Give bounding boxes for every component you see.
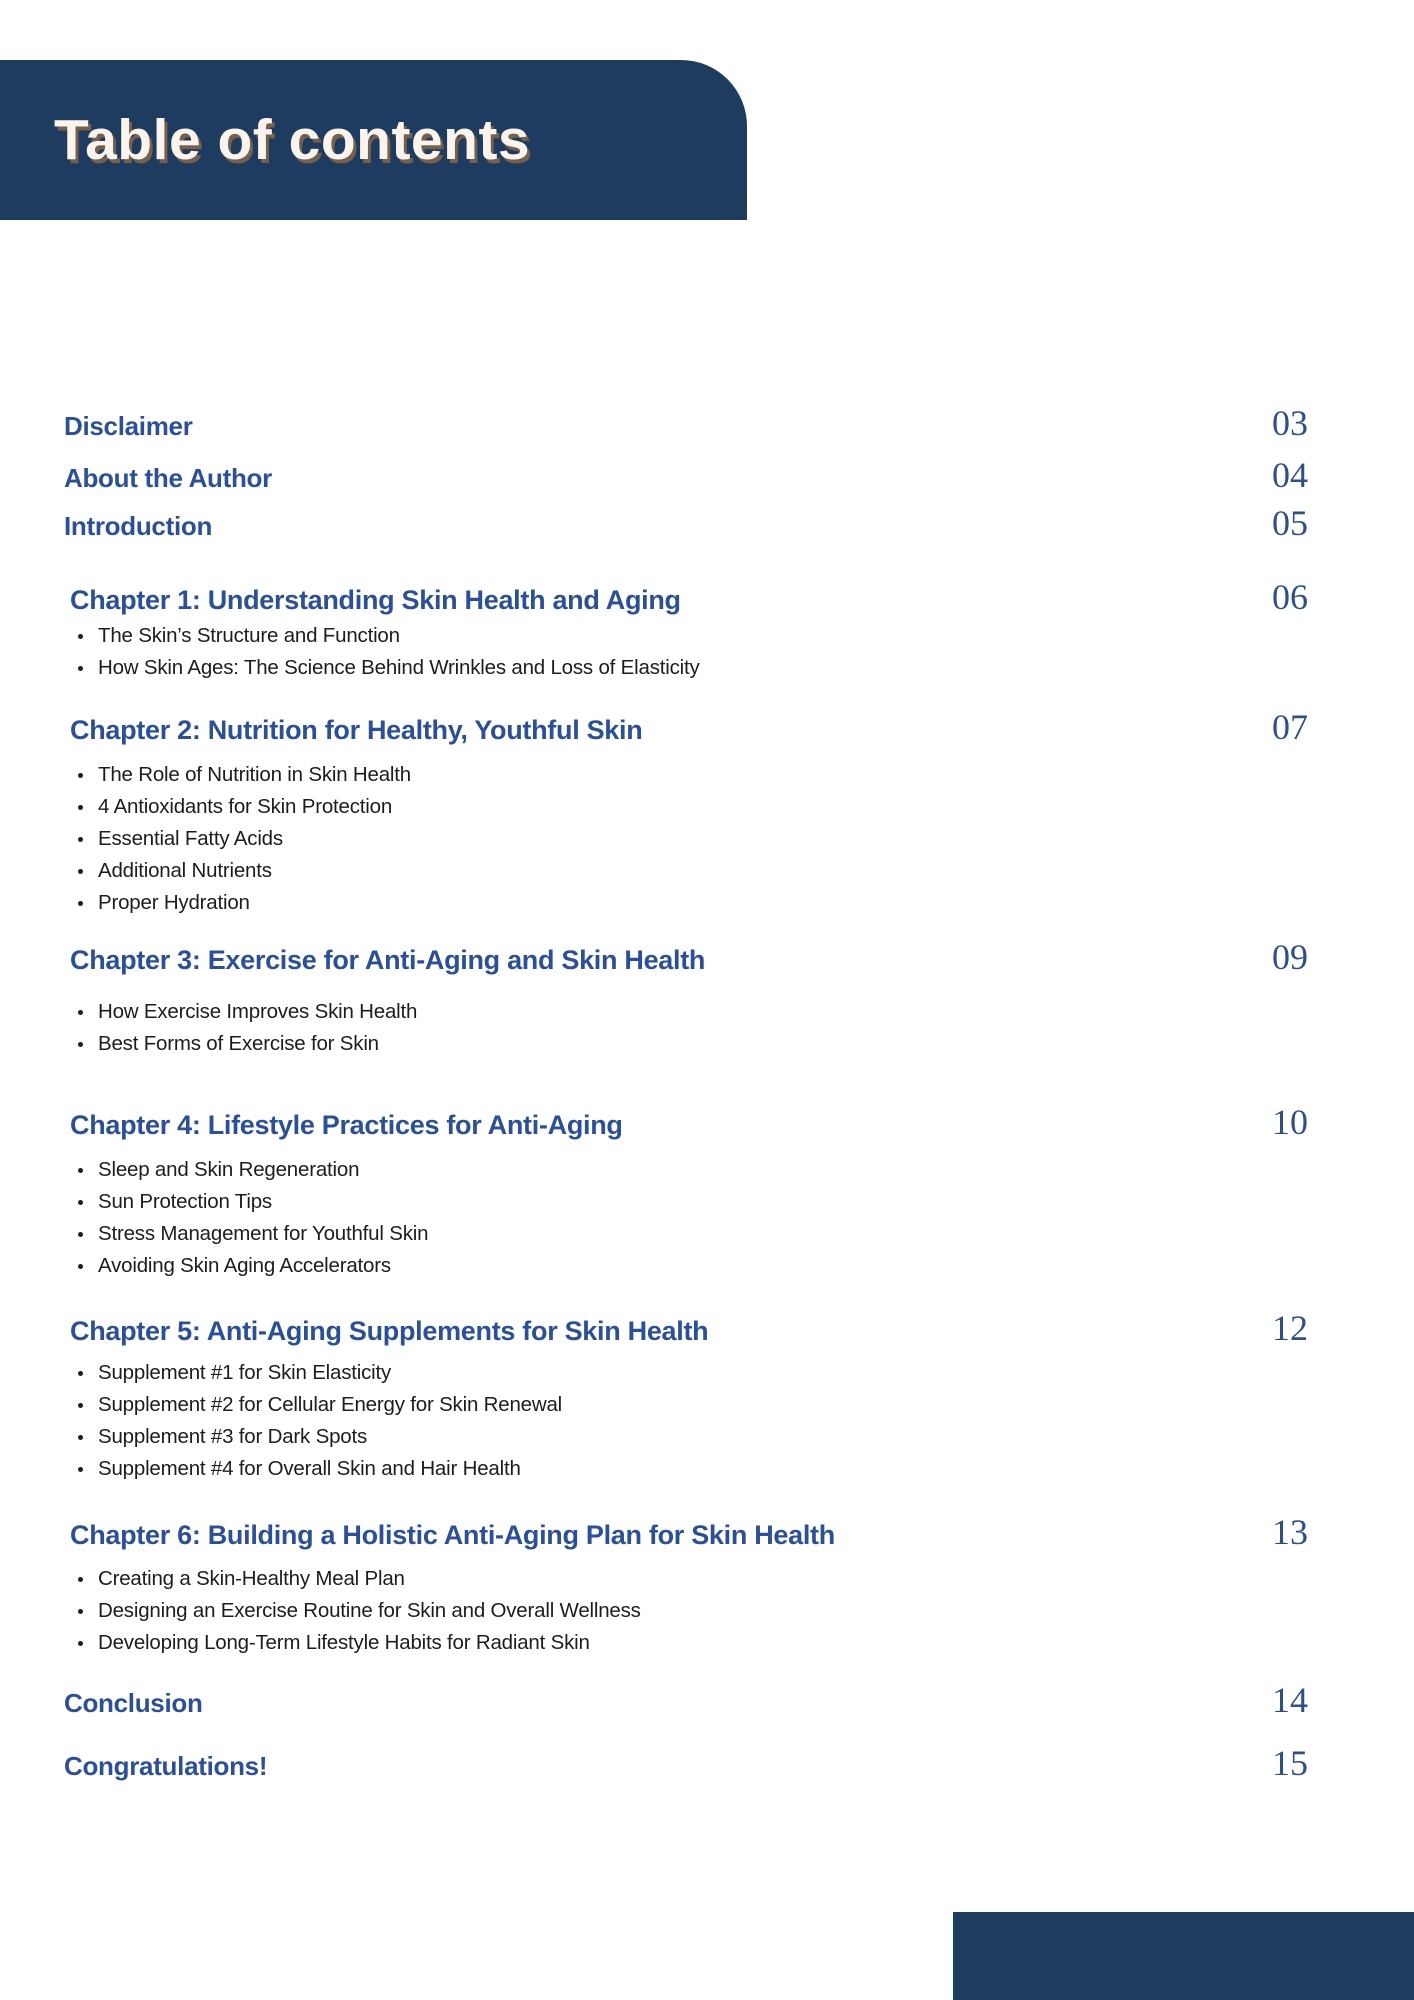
toc-sublist — [64, 759, 1308, 919]
toc-subitem[interactable]: Developing Long-Term Lifestyle Habits for Radiant Skin — [72, 1627, 1308, 1659]
toc-sublist — [64, 620, 1308, 684]
toc-entry-page-number[interactable]: 07 — [1272, 707, 1308, 747]
toc-entry-row — [64, 455, 1308, 495]
toc-entry-page-number[interactable]: 15 — [1272, 1743, 1308, 1783]
toc-entry-row — [64, 1743, 1308, 1783]
toc-subitem[interactable]: How Skin Ages: The Science Behind Wrinkles and Loss of Elasticity — [72, 652, 1308, 684]
toc-subitem[interactable]: Supplement #4 for Overall Skin and Hair Health — [72, 1453, 1308, 1485]
toc-entry-label[interactable]: Chapter 5: Anti-Aging Supplements for Skin Health — [70, 1316, 709, 1346]
toc-entry-label[interactable]: Introduction — [64, 511, 213, 541]
toc-entry-label[interactable]: About the Author — [64, 463, 272, 493]
toc-entry-label[interactable]: Congratulations! — [64, 1751, 268, 1781]
toc-subitem[interactable]: How Exercise Improves Skin Health — [72, 996, 1308, 1028]
toc-entry — [64, 503, 1308, 543]
toc-subitem[interactable]: Creating a Skin-Healthy Meal Plan — [72, 1563, 1308, 1595]
toc-entry — [64, 1680, 1308, 1720]
toc-entry-row — [64, 1512, 1308, 1552]
toc-entry — [64, 403, 1308, 443]
footer-accent-block — [953, 1912, 1414, 2000]
toc-entry-row — [64, 707, 1308, 747]
toc-subitem[interactable]: Best Forms of Exercise for Skin — [72, 1028, 1308, 1060]
toc-subitem[interactable]: The Role of Nutrition in Skin Health — [72, 759, 1308, 791]
toc-entry-label[interactable]: Conclusion — [64, 1688, 203, 1718]
toc-sublist — [64, 1357, 1308, 1485]
toc-subitem[interactable]: 4 Antioxidants for Skin Protection — [72, 791, 1308, 823]
toc-entry — [64, 707, 1308, 919]
toc-entry-label[interactable]: Disclaimer — [64, 411, 193, 441]
toc-entry-row — [64, 1680, 1308, 1720]
toc-sublist — [64, 1563, 1308, 1659]
toc-entry-page-number[interactable]: 09 — [1272, 937, 1308, 977]
toc-entry — [64, 937, 1308, 1060]
toc-entry — [64, 1308, 1308, 1485]
page-title: Table of contents — [54, 108, 531, 172]
toc-subitem[interactable]: Supplement #1 for Skin Elasticity — [72, 1357, 1308, 1389]
toc-entry-row — [64, 937, 1308, 977]
toc-subitem[interactable]: Supplement #3 for Dark Spots — [72, 1421, 1308, 1453]
toc-subitem[interactable]: The Skin’s Structure and Function — [72, 620, 1308, 652]
toc-subitem[interactable]: Designing an Exercise Routine for Skin and Overall Wellness — [72, 1595, 1308, 1627]
toc-subitem[interactable]: Proper Hydration — [72, 887, 1308, 919]
toc-entry-label[interactable]: Chapter 3: Exercise for Anti-Aging and Skin Health — [70, 945, 706, 975]
toc-entry-page-number[interactable]: 14 — [1272, 1680, 1308, 1720]
toc-entry-row — [64, 403, 1308, 443]
toc-entry — [64, 1743, 1308, 1783]
toc-entry-page-number[interactable]: 13 — [1272, 1512, 1308, 1552]
toc-entry-row — [64, 1102, 1308, 1142]
toc-entry-label[interactable]: Chapter 2: Nutrition for Healthy, Youthful Skin — [70, 715, 643, 745]
toc-subitem[interactable]: Sun Protection Tips — [72, 1186, 1308, 1218]
toc-entry-label[interactable]: Chapter 4: Lifestyle Practices for Anti-Aging — [70, 1110, 623, 1140]
toc-entry — [64, 1512, 1308, 1659]
toc-subitem[interactable]: Sleep and Skin Regeneration — [72, 1154, 1308, 1186]
toc-sublist — [64, 1154, 1308, 1282]
toc-entry-page-number[interactable]: 05 — [1272, 503, 1308, 543]
toc-subitem[interactable]: Stress Management for Youthful Skin — [72, 1218, 1308, 1250]
toc-entry-row — [64, 577, 1308, 617]
toc-entry-row — [64, 1308, 1308, 1348]
toc-entry-row — [64, 503, 1308, 543]
toc-entry-page-number[interactable]: 03 — [1272, 403, 1308, 443]
toc-entry-page-number[interactable]: 06 — [1272, 577, 1308, 617]
toc-entry-page-number[interactable]: 12 — [1272, 1308, 1308, 1348]
title-banner — [0, 60, 747, 220]
toc-entry — [64, 455, 1308, 495]
toc-subitem[interactable]: Additional Nutrients — [72, 855, 1308, 887]
toc-subitem[interactable]: Avoiding Skin Aging Accelerators — [72, 1250, 1308, 1282]
toc-entry-page-number[interactable]: 04 — [1272, 455, 1308, 495]
toc-entry-page-number[interactable]: 10 — [1272, 1102, 1308, 1142]
toc-entry — [64, 577, 1308, 684]
toc-entry-label[interactable]: Chapter 6: Building a Holistic Anti-Aging Plan for Skin Health — [70, 1520, 835, 1550]
toc-subitem[interactable]: Supplement #2 for Cellular Energy for Skin Renewal — [72, 1389, 1308, 1421]
toc-entry-label[interactable]: Chapter 1: Understanding Skin Health and Aging — [70, 585, 681, 615]
toc-subitem[interactable]: Essential Fatty Acids — [72, 823, 1308, 855]
toc-sublist — [64, 996, 1308, 1060]
toc-entry — [64, 1102, 1308, 1282]
